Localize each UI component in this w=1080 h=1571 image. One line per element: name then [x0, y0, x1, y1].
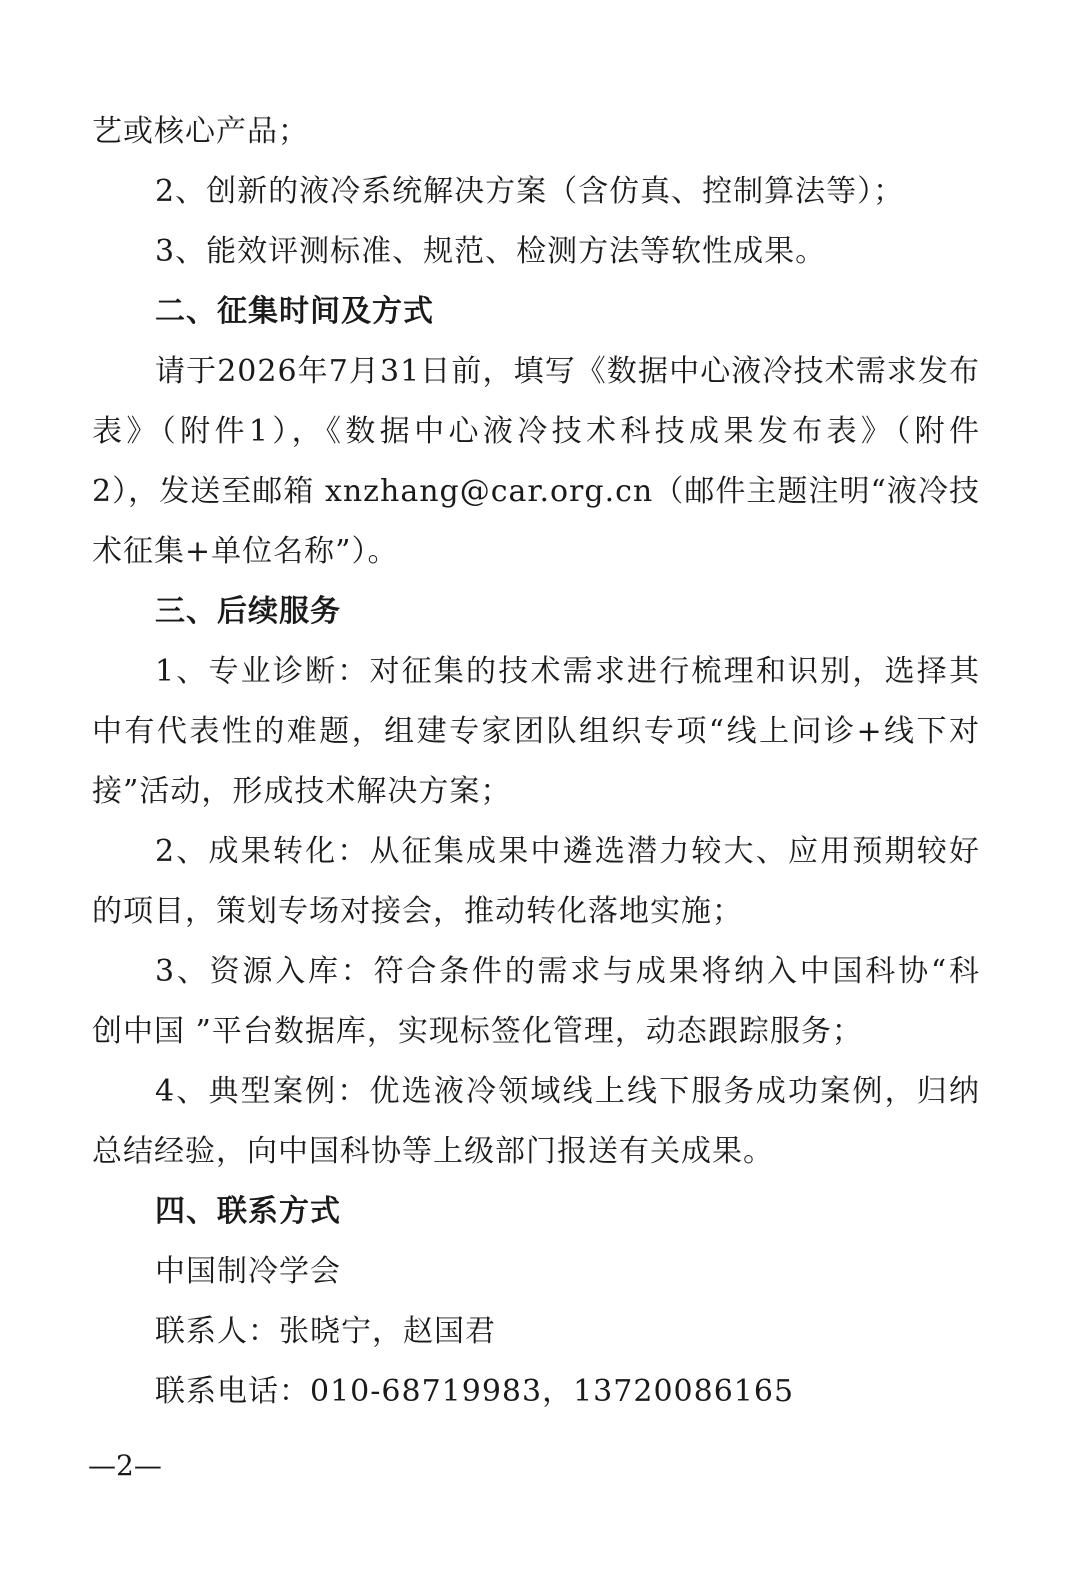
list-item: 2、创新的液冷系统解决方案（含仿真、控制算法等）；: [155, 174, 905, 209]
list-item: 3、能效评测标准、规范、检测方法等软性成果。: [155, 234, 827, 269]
section-heading: 四、联系方式: [155, 1194, 341, 1229]
paragraph-line: 术征集+单位名称”）。: [92, 534, 399, 569]
paragraph-line: 的项目，策划专场对接会，推动转化落地实施；: [92, 894, 743, 929]
page-number: —2—: [88, 1449, 162, 1482]
contact-person: 联系人：张晓宁，赵国君: [155, 1314, 496, 1349]
paragraph-line: 中有代表性的难题，组建专家团队组织专项“线上问诊+线下对: [92, 714, 980, 749]
paragraph-line: 4、典型案例：优选液冷领域线上线下服务成功案例，归纳: [155, 1074, 980, 1109]
contact-organization: 中国制冷学会: [155, 1254, 341, 1289]
contact-phone: 联系电话：010-68719983，13720086165: [155, 1374, 795, 1409]
paragraph-line: 请于2026年7月31日前，填写《数据中心液冷技术需求发布: [155, 354, 980, 389]
paragraph-line: 表》（附件1），《数据中心液冷技术科技成果发布表》（附件: [92, 414, 980, 449]
paragraph-continuation: 艺或核心产品；: [92, 114, 309, 149]
paragraph-line: 接”活动，形成技术解决方案；: [92, 774, 512, 809]
section-heading: 二、征集时间及方式: [155, 294, 434, 329]
paragraph-line: 总结经验，向中国科协等上级部门报送有关成果。: [92, 1134, 774, 1169]
paragraph-line: 创中国 ”平台数据库，实现标签化管理，动态跟踪服务；: [92, 1014, 863, 1049]
paragraph-line: 1、专业诊断：对征集的技术需求进行梳理和识别，选择其: [155, 654, 980, 689]
section-heading: 三、后续服务: [155, 594, 341, 629]
paragraph-line: 2），发送至邮箱 xnzhang@car.org.cn（邮件主题注明“液冷技: [92, 474, 980, 509]
paragraph-line: 2、成果转化：从征集成果中遴选潜力较大、应用预期较好: [155, 834, 980, 869]
paragraph-line: 3、资源入库：符合条件的需求与成果将纳入中国科协“科: [155, 954, 980, 989]
